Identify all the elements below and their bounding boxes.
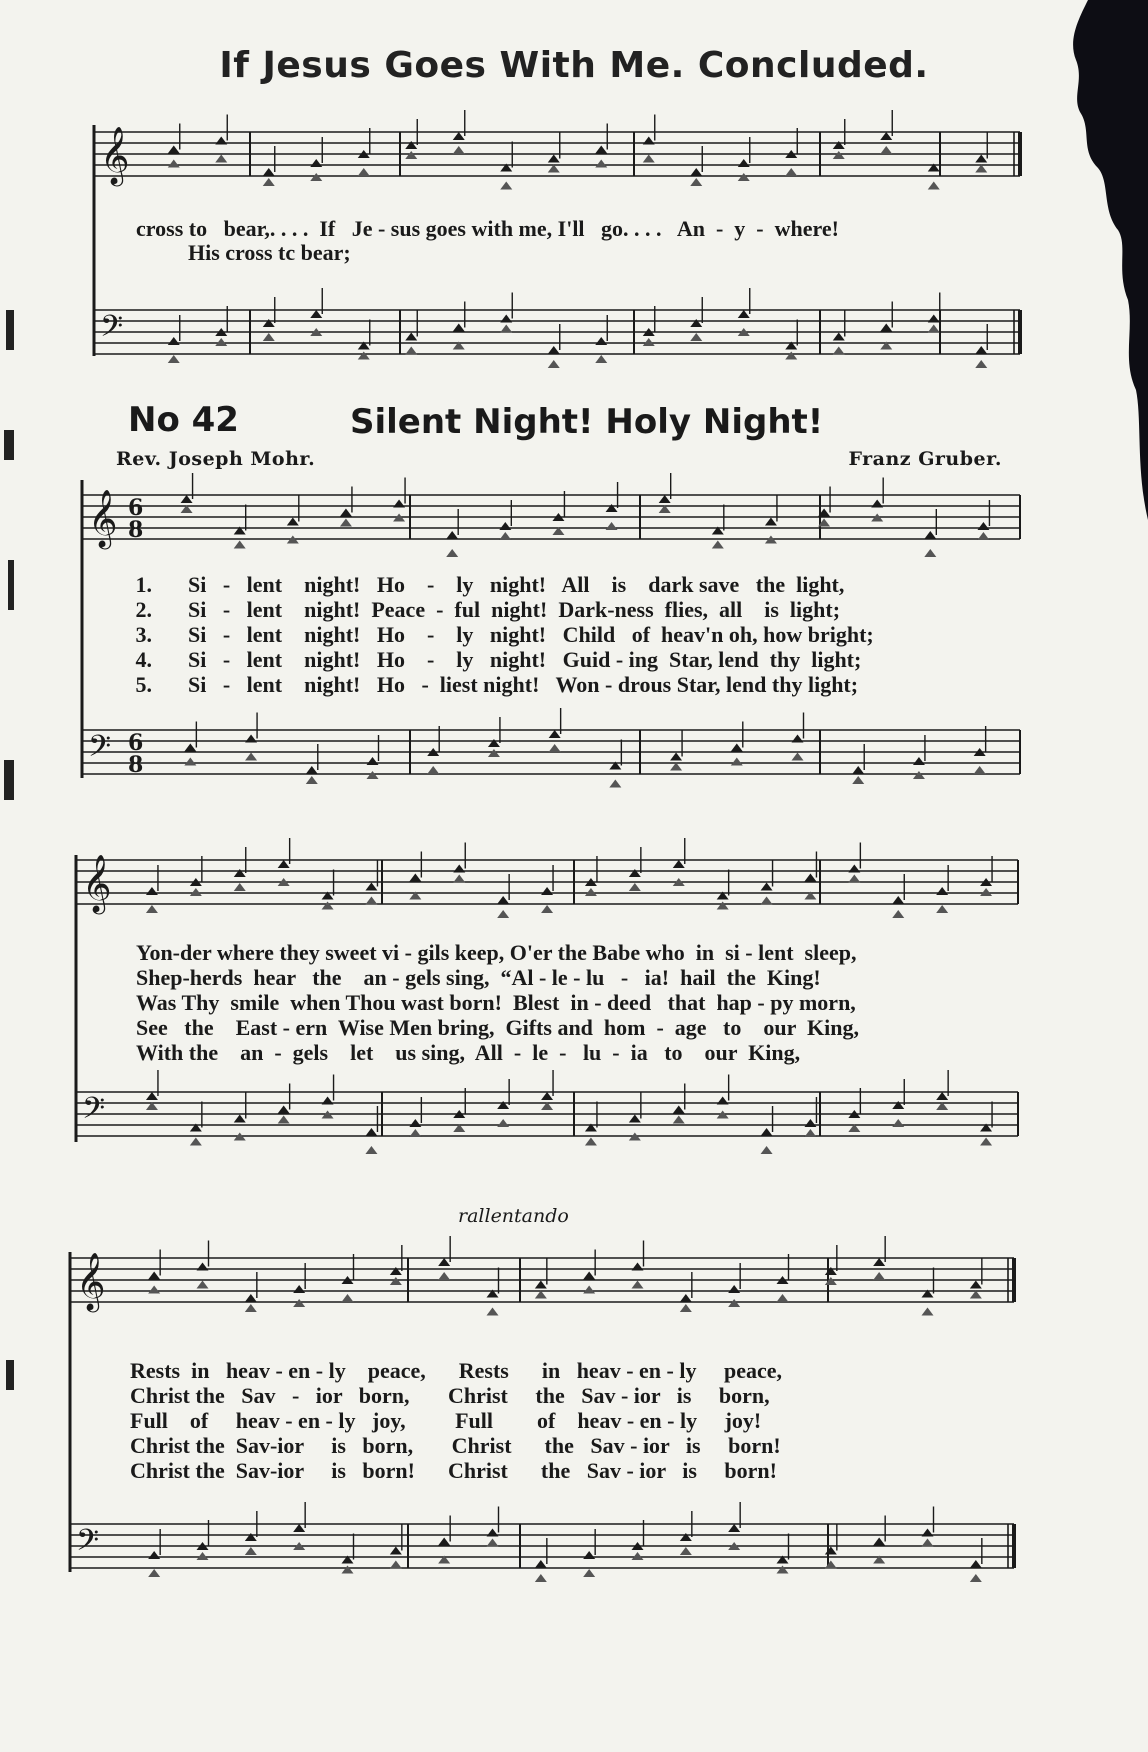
sys2-bass-note [497,1119,509,1127]
sys2-treble-note [453,875,465,883]
hymn-composer: Franz Gruber. [848,448,1002,470]
sys3-treble-note [245,1304,257,1312]
sys3-bass-note [342,1566,354,1574]
sys1-treble-note [924,531,936,539]
sys3-bass-note [583,1551,595,1559]
sys1-treble-note [287,518,299,526]
sys1-treble-note [499,522,511,530]
sys1-treble-time-num: 6 [128,495,144,521]
lyric-line: Rests in heav - en - ly peace, Rests in heav - en - ly peace, [130,1358,782,1383]
sys1-bass-note [609,780,621,788]
cont-treble-note [310,173,322,181]
cont-bass-note [833,333,845,341]
sys2-treble-note [322,902,334,910]
sys1-treble-note [924,549,936,557]
cont-bass-note [168,355,180,363]
sys3-bass-note [487,1529,499,1537]
sys3-treble-note [873,1272,885,1280]
sys2-bass-note [365,1128,377,1136]
cont-bass-note [595,337,607,345]
sys1-treble-note [977,522,989,530]
lyric-line: Shep-herds hear the an - gels sing, “Al - le - lu - ia! hail the King! [136,965,821,990]
cont-bass-note [263,333,275,341]
sys3-bass-note [970,1574,982,1582]
sys3-treble-note [293,1299,305,1307]
sys2-treble-note [585,888,597,896]
lyric-line: With the an - gels let us sing, All - le - lu - ia to our King, [136,1040,801,1065]
sys3-bass-note [632,1552,644,1560]
sys2-bass-note [673,1106,685,1114]
sys2-bass-note [190,1138,202,1146]
sys2-treble-note [673,860,685,868]
sys1-treble-note [234,541,246,549]
sys1-bass-note [913,757,925,765]
sys2-treble-note [409,874,421,882]
sys1-bass-note [731,758,743,766]
cont-bass-note [548,346,560,354]
sys3-bass-note [148,1569,160,1577]
sys2-bass-note [278,1106,290,1114]
cont-treble-note [215,155,227,163]
cont-treble-note [928,182,940,190]
lyric-line: Christ the Sav - ior born, Christ the Sav - ior is born, [130,1383,770,1408]
treble-clef-symbol: 𝄞 [100,126,130,184]
sys2-treble-note [234,883,246,891]
binding-mark [6,310,14,350]
cont-treble-note [833,151,845,159]
sys3-treble-note [632,1263,644,1271]
lyric-line: Si - lent night! Peace - ful night! Dark-ness flies, all is light; [188,597,841,622]
sys2-bass-note [322,1097,334,1105]
sys2-bass-note [278,1116,290,1124]
bass-clef-symbol: 𝄢 [76,1524,100,1565]
verse-number: 1. [135,572,152,597]
sys2-bass-note [629,1115,641,1123]
hymn-author: Rev. Joseph Mohr. [116,448,316,470]
cont-treble-note [310,159,322,167]
hymn-number: No 42 [128,400,239,440]
sys3-treble-note [438,1272,450,1280]
sys2-treble-note [892,896,904,904]
sys3-bass-note [873,1538,885,1546]
sys3-treble-note [680,1294,692,1302]
sys3-bass-note [245,1547,257,1555]
cont-bass-note [548,360,560,368]
cont-bass-note [405,333,417,341]
lyric-line: Christ the Sav-ior is born! Christ the Sav - ior is born! [130,1458,777,1483]
sys3-bass-note [487,1539,499,1547]
sys3-treble-note [197,1263,209,1271]
sys1-treble-note [181,495,193,503]
sys3-bass-note [293,1524,305,1532]
sys1-bass-note [731,744,743,752]
sys3-treble-note [777,1294,789,1302]
sys2-bass-note [980,1138,992,1146]
sys1-bass-note [184,744,196,752]
sys3-treble-note [583,1272,595,1280]
sys3-bass-note [148,1551,160,1559]
cont-treble-note [690,168,702,176]
lyric-line: His cross tc bear; [188,240,351,265]
sys3-treble-note [390,1277,402,1285]
sys2-bass-note [673,1116,685,1124]
cont-bass-note [975,360,987,368]
sys2-bass-note [146,1092,158,1100]
cont-treble-note [975,155,987,163]
sys3-treble-note [873,1258,885,1266]
cont-treble-note [453,132,465,140]
sys1-bass-note [306,776,318,784]
sys1-bass-note [488,749,500,757]
cont-bass-note [453,324,465,332]
sys2-bass-note [717,1097,729,1105]
sys3-treble-note [342,1294,354,1302]
sys3-bass-note [922,1529,934,1537]
lyric-line: Si - lent night! Ho - ly night! All is dark save the light, [188,572,845,597]
lyric-line: Si - lent night! Ho - ly night! Child of heav'n oh, how bright; [188,622,874,647]
cont-treble-note [690,178,702,186]
bass-clef-symbol: 𝄢 [100,310,124,351]
cont-bass-note [643,338,655,346]
cont-bass-note [500,325,512,333]
sys3-treble-note [148,1286,160,1294]
bass-clef-symbol: 𝄢 [88,730,112,771]
sys2-treble-note [761,897,773,905]
sys3-bass-note [390,1547,402,1555]
cont-treble-note [880,146,892,154]
sys1-bass-note [792,735,804,743]
sys1-treble-note [871,500,883,508]
lyric-line: Full of heav - en - ly joy, Full of heav - en - ly joy! [130,1408,762,1433]
sys1-bass-note [852,766,864,774]
sys3-treble-note [293,1285,305,1293]
cont-bass-note [168,337,180,345]
cont-bass-note [928,315,940,323]
sys2-bass-note [892,1119,904,1127]
sys3-bass-note [680,1547,692,1555]
sys1-bass-note [245,735,257,743]
treble-clef-symbol: 𝄞 [88,489,118,547]
sys2-treble-note [497,896,509,904]
sys3-bass-note [438,1538,450,1546]
sys1-treble-note [446,549,458,557]
cont-treble-note [548,155,560,163]
sys2-bass-note [804,1119,816,1127]
binding-mark [4,760,14,800]
sys3-treble-note [825,1277,837,1285]
sys1-bass-note [367,771,379,779]
sys3-bass-note [197,1552,209,1560]
binding-mark [6,1360,14,1390]
lyric-line: Yon-der where they sweet vi - gils keep, O'er the Babe who in si - lent sleep, [136,940,857,965]
cont-treble-note [453,146,465,154]
sys1-treble-note [712,541,724,549]
sys2-treble-note [365,883,377,891]
sys3-treble-note [632,1281,644,1289]
sys2-bass-note [761,1146,773,1154]
sys2-treble-note [146,905,158,913]
sys1-bass-note [306,766,318,774]
verse-number: 5. [135,672,152,697]
sys3-treble-note [728,1285,740,1293]
lyric-line: cross to bear,. . . . If Je - sus goes with me, I'll go. . . . An - y - where! [136,216,839,241]
cont-treble-note [785,168,797,176]
sys1-bass-note [184,758,196,766]
sys2-treble-note [717,902,729,910]
sys2-treble-note [497,910,509,918]
cont-bass-note [690,333,702,341]
sys2-treble-note [278,860,290,868]
sys3-bass-note [825,1561,837,1569]
sys2-treble-note [365,897,377,905]
cont-bass-note [880,324,892,332]
bass-clef-symbol: 𝄢 [82,1092,106,1133]
sys2-treble-note [541,905,553,913]
sys3-treble-note [197,1281,209,1289]
cont-bass-note [785,352,797,360]
sys3-treble-note [680,1304,692,1312]
lyric-line: Si - lent night! Ho - liest night! Won - drous Star, lend thy light; [188,672,859,697]
sys2-bass-note [365,1146,377,1154]
sys1-bass-time-num: 6 [128,730,144,756]
sys3-bass-note [825,1547,837,1555]
sys2-treble-note [892,910,904,918]
verse-number: 4. [135,647,152,672]
sys1-treble-note [499,532,511,540]
sys2-bass-note [409,1129,421,1137]
sys3-treble-note [487,1308,499,1316]
sys1-treble-time-den: 8 [128,517,144,543]
cont-treble-note [405,151,417,159]
treble-clef-symbol: 𝄞 [76,1252,106,1310]
sys1-bass-note [974,766,986,774]
sys1-treble-note [765,518,777,526]
cont-bass-note [405,347,417,355]
sys1-treble-note [606,522,618,530]
sys2-bass-note [409,1119,421,1127]
lyric-line: Was Thy smile when Thou wast born! Blest in - deed that hap - py morn, [136,990,856,1015]
tempo-marking: rallentando [458,1205,569,1227]
sys1-bass-note [427,766,439,774]
cont-treble-note [168,146,180,154]
sys1-bass-note [792,753,804,761]
sys2-treble-note [761,883,773,891]
binding-mark [8,560,14,610]
cont-bass-note [310,310,322,318]
sys2-bass-note [585,1138,597,1146]
lyric-line: See the East - ern Wise Men bring, Gifts and hom - age to our King, [136,1015,859,1040]
cont-bass-note [215,338,227,346]
cont-treble-note [643,137,655,145]
sys1-bass-note [549,744,561,752]
sys3-bass-note [535,1574,547,1582]
cont-treble-note [738,173,750,181]
sys2-treble-note [146,887,158,895]
cont-bass-note [358,352,370,360]
sys3-bass-note [922,1539,934,1547]
sys2-treble-note [848,865,860,873]
hymn-title: Silent Night! Holy Night! [350,402,824,442]
cont-bass-note [833,347,845,355]
sys2-bass-note [936,1092,948,1100]
sys1-treble-note [393,500,405,508]
cont-treble-note [168,160,180,168]
cont-treble-note [595,146,607,154]
binding-mark [4,430,14,460]
sys2-treble-note [541,887,553,895]
sys1-bass-note [245,753,257,761]
continuation-title: If Jesus Goes With Me. Concluded. [219,45,929,86]
sys3-treble-note [728,1299,740,1307]
sys1-bass-note [670,753,682,761]
sys3-treble-note [148,1272,160,1280]
verse-number: 3. [135,622,152,647]
cont-bass-note [928,325,940,333]
cont-treble-note [358,168,370,176]
sys2-treble-note [980,888,992,896]
sys3-treble-note [245,1294,257,1302]
sys2-treble-note [936,905,948,913]
sys2-bass-note [234,1115,246,1123]
sys2-treble-note [629,883,641,891]
cont-treble-note [263,168,275,176]
sys3-treble-note [438,1258,450,1266]
sys3-treble-note [970,1281,982,1289]
lyric-line: Christ the Sav-ior is born, Christ the Sav - ior is born! [130,1433,781,1458]
sys3-bass-note [583,1569,595,1577]
lyric-line: Si - lent night! Ho - ly night! Guid - ing Star, lend thy light; [188,647,862,672]
sys2-treble-note [453,865,465,873]
sys3-bass-note [390,1561,402,1569]
cont-treble-note [263,178,275,186]
sys2-bass-note [541,1092,553,1100]
sys2-bass-note [804,1129,816,1137]
treble-clef-symbol: 𝄞 [82,854,112,912]
sys3-bass-note [728,1524,740,1532]
cont-treble-note [500,182,512,190]
sys2-bass-note [761,1128,773,1136]
sys1-treble-note [340,519,352,527]
cont-treble-note [880,132,892,140]
sys2-treble-note [190,888,202,896]
verse-number: 2. [135,597,152,622]
sys1-treble-note [340,509,352,517]
sys1-bass-note [913,771,925,779]
cont-treble-note [738,159,750,167]
sys2-treble-note [936,887,948,895]
cont-treble-note [215,137,227,145]
cont-bass-note [975,346,987,354]
sys1-treble-note [446,531,458,539]
sys1-treble-note [977,532,989,540]
cont-bass-note [500,315,512,323]
cont-bass-note [595,355,607,363]
cont-bass-note [738,310,750,318]
sys1-bass-note [852,776,864,784]
sys1-bass-time-den: 8 [128,752,144,778]
sys3-bass-note [777,1566,789,1574]
sys2-treble-note [848,875,860,883]
cont-treble-note [595,160,607,168]
sys3-bass-note [970,1560,982,1568]
sys3-treble-note [583,1286,595,1294]
sys3-treble-note [535,1281,547,1289]
sys2-treble-note [804,874,816,882]
cont-treble-note [643,155,655,163]
sys1-bass-note [549,730,561,738]
sys1-treble-note [659,495,671,503]
sys1-bass-note [367,757,379,765]
sys3-bass-note [535,1560,547,1568]
sys3-treble-note [922,1308,934,1316]
